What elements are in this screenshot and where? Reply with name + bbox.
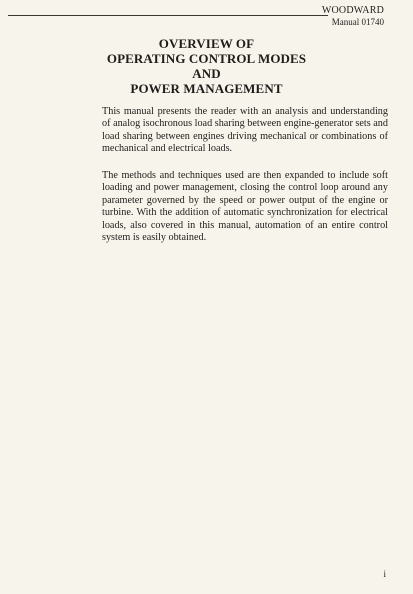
title-line-4: POWER MANAGEMENT xyxy=(130,81,283,96)
title-line-1: OVERVIEW OF xyxy=(158,36,255,51)
header-rule xyxy=(8,15,328,16)
title-line-2: OPERATING CONTROL MODES xyxy=(106,51,307,66)
page-title xyxy=(0,36,413,96)
body-paragraph-2: The methods and techniques used are then expanded to include soft loading and power management, closing the control loop around any parameter governed by the speed or power output of the engine or turbine. With the addition of automatic synchronization for electrical loads, also covered in this manual, automation of an entire control system is easily obtained. xyxy=(102,170,388,244)
manual-number: Manual 01740 xyxy=(331,17,384,27)
body-paragraph-1: This manual presents the reader with an analysis and understanding of analog isochronous load sharing between engine-generator sets and load sharing between engines driving mechanical or combinations of mechanical and electrical loads. xyxy=(102,106,388,155)
page-number: i xyxy=(383,569,386,579)
company-name: WOODWARD xyxy=(321,5,384,16)
title-line-3: AND xyxy=(192,66,221,81)
